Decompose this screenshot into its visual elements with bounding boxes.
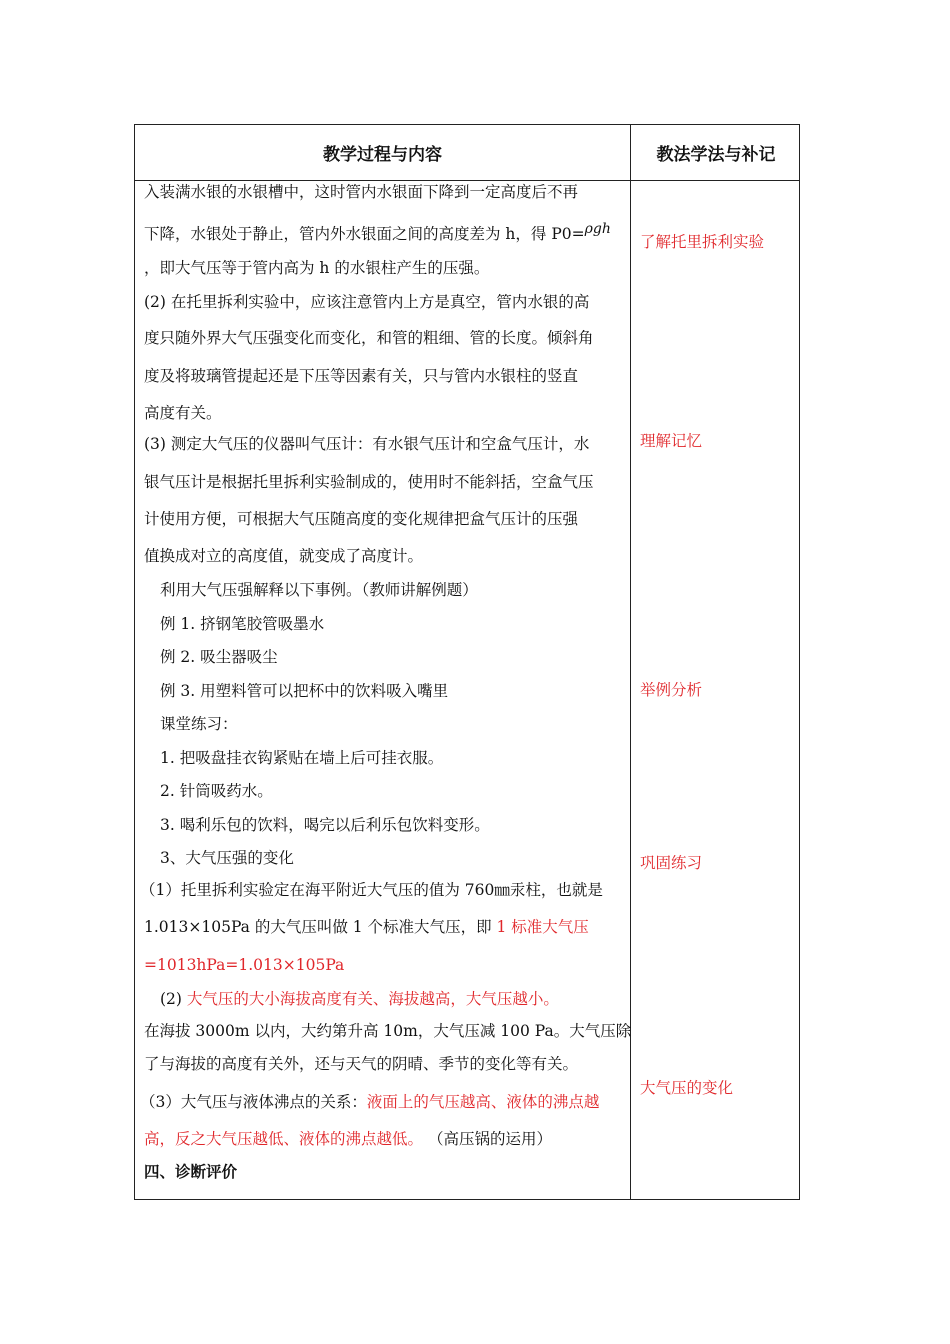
note-practice: 巩固练习 <box>640 854 703 872</box>
content-line <box>144 917 624 937</box>
content-line: 在海拔 3000m 以内，大约第升高 10m，大气压减 100 Pa。大气压除 <box>144 1022 632 1040</box>
highlight-text: 高，反之大气压越低、液体的沸点越低。 <box>144 1130 424 1148</box>
content-line: (3) 测定大气压的仪器叫气压计：有水银气压计和空盒气压计，水 <box>144 435 590 453</box>
content-text: （高压锅的运用） <box>423 1130 552 1148</box>
note-pressure-change: 大气压的变化 <box>640 1079 734 1097</box>
section-heading: 四、诊断评价 <box>144 1163 238 1181</box>
content-line: 课堂练习： <box>160 715 238 733</box>
content-line: 度及将玻璃管提起还是下压等因素有关，只与管内水银柱的竖直 <box>144 367 579 385</box>
content-line: 高度有关。 <box>144 404 222 422</box>
content-line: 3、大气压强的变化 <box>160 849 294 867</box>
content-line: 计使用方便，可根据大气压随高度的变化规律把盒气压计的压强 <box>144 510 579 528</box>
content-line: （1）托里拆利实验定在海平附近大气压的值为 760㎜汞柱，也就是 <box>140 881 603 899</box>
content-line: 利用大气压强解释以下事例。（教师讲解例题） <box>160 581 478 599</box>
content-text: 1.013×105Pa 的大气压叫做 1 个标准大气压，即 <box>144 918 497 936</box>
content-line: 度只随外界大气压强变化而变化，和管的粗细、管的长度。倾斜角 <box>144 329 594 347</box>
content-text: （3）大气压与液体沸点的关系： <box>140 1093 367 1111</box>
content-line: 1. 把吸盘挂衣钩紧贴在墙上后可挂衣服。 <box>160 749 444 767</box>
highlight-text: 大气压的大小海拔高度有关、海拔越高，大气压越小。 <box>186 990 559 1008</box>
content-text: 下降，水银处于静止，管内外水银面之间的高度差为 h，得 P0= <box>144 225 585 243</box>
content-line <box>140 1092 620 1112</box>
content-line: (2) 在托里拆利实验中，应该注意管内上方是真空，管内水银的高 <box>144 293 590 311</box>
note-memorize: 理解记忆 <box>640 432 703 450</box>
highlight-text: 1 标准大气压 <box>496 918 589 936</box>
content-line <box>144 221 624 245</box>
content-line: ，即大气压等于管内高为 h 的水银柱产生的压强。 <box>144 259 490 277</box>
header-notes-title: 教法学法与补记 <box>656 145 776 165</box>
header-content-title: 教学过程与内容 <box>323 145 442 165</box>
note-torricelli: 了解托里拆利实验 <box>640 233 765 251</box>
formula-rho-gh: ρgh <box>584 221 611 237</box>
content-text: (2) <box>160 990 187 1008</box>
note-examples: 举例分析 <box>640 681 703 699</box>
content-line: 值换成对立的高度值，就变成了高度计。 <box>144 547 424 565</box>
content-line: 了与海拔的高度有关外，还与天气的阴晴、季节的变化等有关。 <box>144 1055 579 1073</box>
content-line: 3. 喝利乐包的饮料，喝完以后利乐包饮料变形。 <box>160 816 490 834</box>
content-line: =1013hPa=1.013×105Pa <box>144 956 345 974</box>
content-line: 例 1. 挤钢笔胶管吸墨水 <box>160 615 325 633</box>
content-line <box>160 989 640 1009</box>
content-line: 例 2. 吸尘器吸尘 <box>160 648 278 666</box>
header-divider <box>135 180 799 181</box>
content-line: 银气压计是根据托里拆利实验制成的，使用时不能斜括，空盒气压 <box>144 473 594 491</box>
content-line <box>144 1129 624 1149</box>
content-line: 例 3. 用塑料管可以把杯中的饮料吸入嘴里 <box>160 682 449 700</box>
content-line: 入装满水银的水银槽中，这时管内水银面下降到一定高度后不再 <box>144 183 579 201</box>
content-line: 2. 针筒吸药水。 <box>160 782 273 800</box>
highlight-text: 液面上的气压越高、液体的沸点越 <box>366 1093 600 1111</box>
